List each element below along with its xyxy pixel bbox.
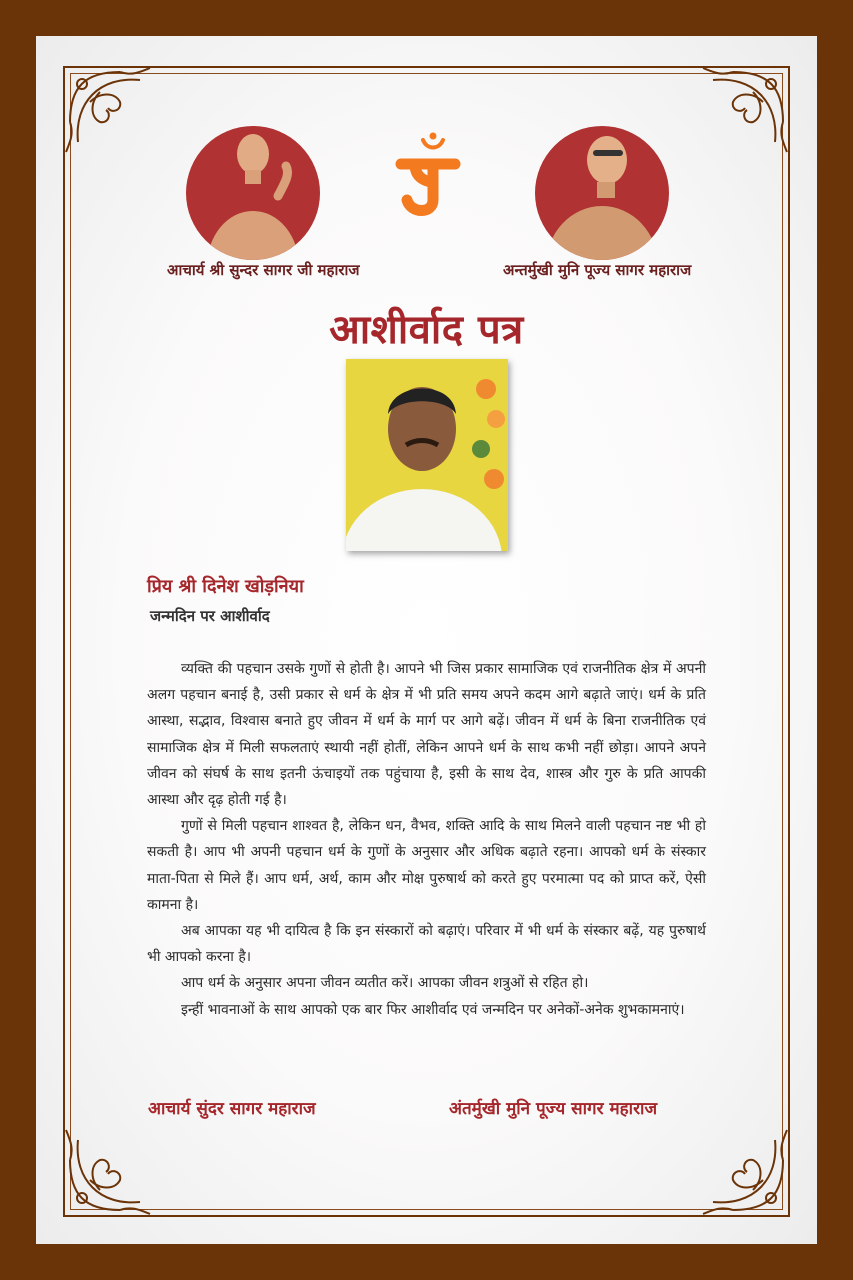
occasion-subtitle: जन्मदिन पर आशीर्वाद bbox=[150, 607, 270, 625]
page-title: आशीर्वाद पत्र bbox=[329, 307, 524, 353]
decorative-frame-inner bbox=[70, 73, 783, 1210]
corner-ornament-icon bbox=[673, 62, 793, 182]
body-paragraph: व्यक्ति की पहचान उसके गुणों से होती है। आपने भी जिस प्रकार सामाजिक एवं राजनीतिक क्षेत्र में अपनी अलग पहचान बनाई है, उसी प्रकार से धर्म के क्षेत्र में भी प्रति समय अपने कदम आगे बढ़ाते जाएं। धर्म के प्रति आस्था, सद्भाव, विश्वास बनाते हुए जीवन में धर्म के मार्ग पर आगे बढ़ें। जीवन में धर्म के बिना राजनीतिक एवं सामाजिक क्षेत्र में मिली सफलताएं स्थायी नहीं होतीं, लेकिन आपने धर्म के साथ कभी नहीं छोड़ा। आपने अपने जीवन को संघर्ष के साथ इतनी ऊंचाइयों तक पहुंचाया है, इसी के साथ देव, शास्त्र और गुरु के प्रति आपकी आस्था और दृढ़ होती गई है। bbox=[147, 661, 706, 809]
corner-ornament-icon bbox=[673, 1100, 793, 1220]
left-guru-portrait bbox=[186, 126, 320, 260]
body-paragraph: आप धर्म के अनुसार अपना जीवन व्यतीत करें। आपका जीवन शत्रुओं से रहित हो। bbox=[181, 975, 589, 992]
body-paragraph: इन्हीं भावनाओं के साथ आपको एक बार फिर आशीर्वाद एवं जन्मदिन पर अनेकों-अनेक शुभकामनाएं। bbox=[181, 1001, 685, 1018]
body-paragraph: अब आपका यह भी दायित्व है कि इन संस्कारों को बढ़ाएं। परिवार में भी धर्म के संस्कार बढ़ें, यह पुरुषार्थ भी आपको करना है। bbox=[147, 923, 706, 966]
corner-ornament-icon bbox=[60, 62, 180, 182]
signature-left: आचार्य सुंदर सागर महाराज bbox=[148, 1099, 316, 1119]
right-portrait-caption: अन्तर्मुखी मुनि पूज्य सागर महाराज bbox=[503, 261, 692, 279]
right-muni-portrait bbox=[535, 126, 669, 260]
recipient-photo bbox=[346, 359, 508, 551]
recipient-greeting: प्रिय श्री दिनेश खोड़निया bbox=[147, 576, 304, 597]
jain-hreem-symbol-icon bbox=[393, 130, 463, 220]
left-portrait-caption: आचार्य श्री सुन्दर सागर जी महाराज bbox=[167, 261, 360, 279]
blessing-body bbox=[147, 656, 706, 1023]
body-paragraph: गुणों से मिली पहचान शाश्वत है, लेकिन धन, वैभव, शक्ति आदि के साथ मिलने वाली पहचान नष्ट भी हो सकती है। आप भी अपनी पहचान धर्म के गुणों के अनुसार और अधिक बढ़ाते रहना। आपको धर्म के संस्कार माता-पिता से मिले हैं। आप धर्म, अर्थ, काम और मोक्ष पुरुषार्थ को करते हुए परमात्मा पद को प्राप्त करें, ऐसी कामना है। bbox=[147, 818, 706, 913]
signature-right: अंतर्मुखी मुनि पूज्य सागर महाराज bbox=[449, 1099, 658, 1119]
